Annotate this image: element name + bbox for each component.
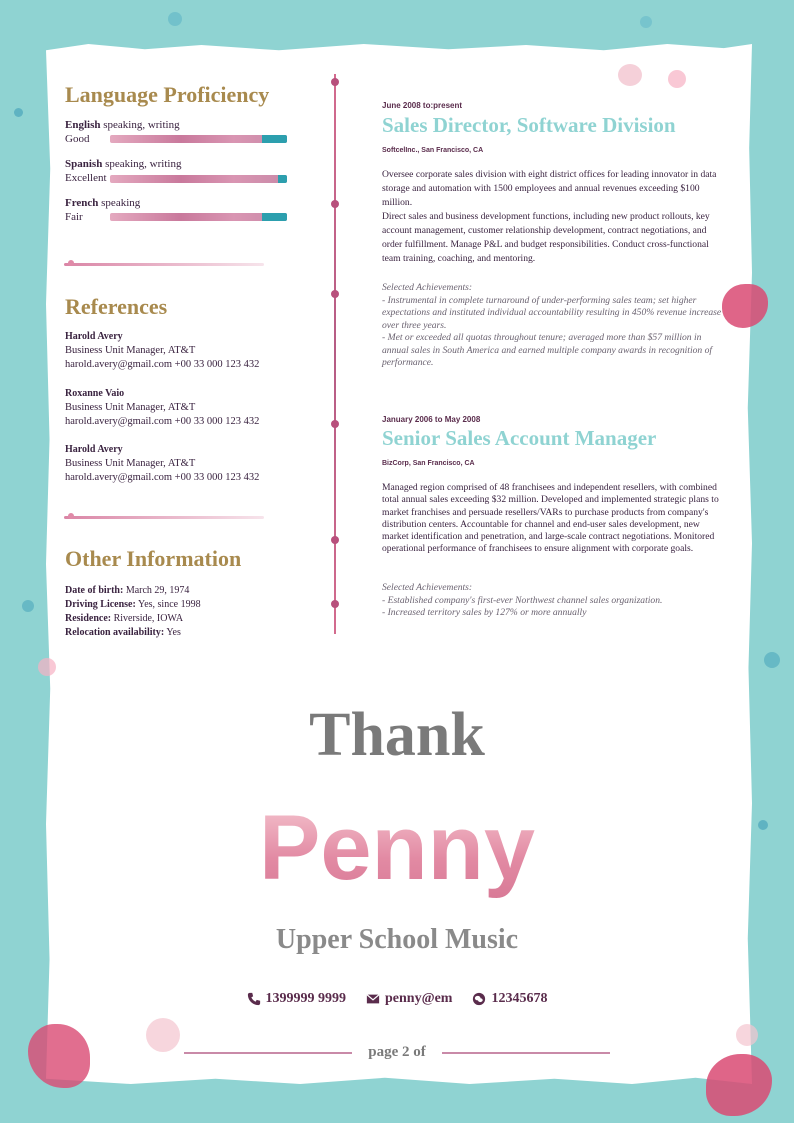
petal-decoration [706, 1054, 772, 1116]
wechat-icon [472, 992, 486, 1006]
contact-row [0, 991, 794, 1007]
splatter-decoration [640, 16, 652, 28]
language-english: English speaking, writing [65, 119, 180, 131]
language-level: Fair [65, 211, 83, 223]
reference-contact: harold.avery@gmail.com +00 33 000 123 432 [65, 359, 260, 370]
proficiency-bar-end [262, 135, 287, 143]
contact-email: penny@em [366, 991, 452, 1007]
timeline-line [334, 74, 336, 634]
petal-decoration [618, 64, 642, 86]
other-info-title: Other Information [65, 546, 242, 571]
position-title: Upper School Music [275, 924, 519, 955]
splatter-decoration [22, 600, 34, 612]
section-divider [64, 516, 264, 519]
job-achievements: Selected Achievements: - Established company's first-ever Northwest channel sales organization. - Increased territory sales by 127% or more annually [382, 582, 663, 618]
timeline-dot [331, 536, 339, 544]
proficiency-bar [110, 175, 287, 183]
language-title: Language Proficiency [65, 82, 270, 107]
timeline-dot [331, 200, 339, 208]
petal-decoration [38, 658, 56, 676]
job-description: Oversee corporate sales division with eight district offices for leading innovator in data storage and automation with 1500 employees and annual revenues exceeding $100 million. Direct sales and business development functions, including new product rollouts, key account management, customer relationship development, contract negotiations, and order fulfillment. Manage P&L and budget responsibilities. Conduct cross-functional team training, coaching, and mentoring. [382, 169, 717, 264]
proficiency-bar [110, 213, 287, 221]
job-title: Senior Sales Account Manager [382, 426, 657, 450]
reference-name: Harold Avery [65, 444, 123, 455]
mail-icon [366, 992, 380, 1006]
thank-heading: Thank [309, 701, 485, 769]
info-driving-license: Driving License: Yes, since 1998 [65, 599, 201, 610]
timeline-dot [331, 290, 339, 298]
contact-phone: 1399999 9999 [247, 991, 347, 1007]
info-relocation: Relocation availability: Yes [65, 627, 181, 638]
reference-role: Business Unit Manager, AT&T [65, 345, 196, 356]
job-company: BizCorp, San Francisco, CA [382, 460, 475, 467]
proficiency-bar [110, 135, 287, 143]
splatter-decoration [168, 12, 182, 26]
contact-wechat: 12345678 [472, 991, 547, 1007]
reference-name: Roxanne Vaio [65, 388, 125, 399]
language-spanish: Spanish speaking, writing [65, 158, 182, 170]
proficiency-bar-end [262, 213, 287, 221]
petal-decoration [736, 1024, 758, 1046]
reference-contact: harold.avery@gmail.com +00 33 000 123 432 [65, 472, 260, 483]
timeline-dot [331, 78, 339, 86]
job-title: Sales Director, Software Division [382, 113, 676, 137]
phone-icon [247, 992, 261, 1006]
reference-role: Business Unit Manager, AT&T [65, 402, 196, 413]
job-achievements: Selected Achievements: - Instrumental in complete turnaround of under-performing sales team; set higher expectations and instituted individual accountability resulting in 450% revenue increase over three years. - Met or exceeded all quotas throughout tenure; averaged more than $57 million in annual sales in South America and earned multiple company awards in recognition of performance. [382, 282, 722, 368]
petal-decoration [668, 70, 686, 88]
job-company: SoftcelInc., San Francisco, CA [382, 147, 484, 154]
page-number: page 2 of [368, 1044, 426, 1060]
language-level: Excellent [65, 172, 107, 184]
reference-name: Harold Avery [65, 331, 123, 342]
person-name: Penny [0, 796, 794, 901]
info-residence: Residence: Riverside, IOWA [65, 613, 184, 624]
language-level: Good [65, 133, 90, 145]
job-date: June 2008 to:present [382, 101, 463, 110]
references-title: References [65, 294, 168, 319]
info-dob: Date of birth: March 29, 1974 [65, 585, 190, 596]
timeline-dot [331, 600, 339, 608]
splatter-decoration [764, 652, 780, 668]
reference-role: Business Unit Manager, AT&T [65, 458, 196, 469]
timeline-dot [331, 420, 339, 428]
section-divider [64, 263, 264, 266]
petal-decoration [722, 284, 768, 328]
language-french: French speaking [65, 197, 141, 209]
reference-contact: harold.avery@gmail.com +00 33 000 123 432 [65, 416, 260, 427]
proficiency-bar-end [278, 175, 287, 183]
job-description: Managed region comprised of 48 franchisees and independent resellers, with combined total annual sales exceeding $32 million. Developed and implemented strategic plans to market franchises and persuade resellers/VARs to purchase products from company's distribution centers. Accountable for channel and end-user sales development, new market identification and penetration, and large-scale contract negotiations. Monitored operational performance of franchisees to ensure alignment with corporate goals. [382, 482, 719, 555]
job-date: January 2006 to May 2008 [382, 415, 481, 424]
splatter-decoration [14, 108, 23, 117]
